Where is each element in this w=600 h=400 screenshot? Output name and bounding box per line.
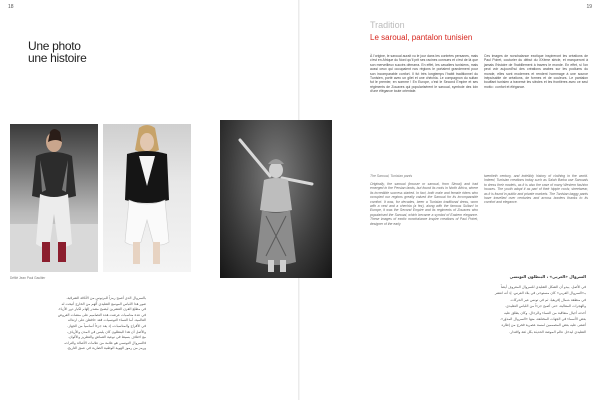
title-line-1: Une photo	[28, 39, 81, 53]
section-title: Le saroual, pantalon tunisien	[370, 33, 473, 42]
arabic-line: في عدة مناسبات عرضت هذه التصاميم على منصات العروض	[57, 312, 146, 317]
arabic-line: التقليدي ليدخل عالم الموضة الحديثة بكل ثقة واقتدار.	[509, 329, 586, 334]
arabic-line: ورمز من رموز الهوية الوطنية الضاربة في عمق التاريخ.	[66, 346, 146, 351]
arabic-line: في مطلع القرن العشرين ليصبح مصدر إلهام لكبار دور الأزياء.	[57, 307, 146, 312]
arabic-line: بـ«السروال العربي» كان مستوحى في بلاد الفرس. إذ أنه انتشر	[494, 291, 586, 296]
english-column-2: twentieth century, and indelibly history of clothing in the world. Indeed, Tunisian creations today such as Salah Barka use Sarouals to dress their models, as it is also the case of many Western fashion houses. The youth adopt it as part of their hippie cools; streetwear, as it is found in public and private markets. The Tunisian baggy pants have travelled over centuries and across borders thanks to its comfort and elegance.	[484, 174, 588, 205]
arabic-line: بالسروال الذي أصبح رمزاً للبرنوس من الأناقة الشرقية.	[66, 296, 146, 300]
arabic-line: في الأصل، يبدو أن الشكل التقليدي للسروال المعروف أيضاً	[500, 285, 586, 289]
page-number-right: 19	[586, 4, 592, 10]
arabic-line: في منطقة شمال إفريقيا، ثم في تونس عبر الحركات	[510, 297, 586, 302]
arabic-line: أضفى عليه بعض المصممين لمسة عصرية فخرج من إطاره	[501, 323, 586, 328]
arabic-heading: السروال «العربي» ، البنطلون التونسي	[509, 274, 586, 279]
arabic-line: العالمية. أما النساء التونسيات فقد حافظن على ارتدائه	[67, 318, 146, 323]
arabic-line: صور هذا اللباس الموسع التقليدي أُلهم من الخارج أتيحت له	[61, 301, 146, 306]
runway-figure-2	[103, 124, 191, 272]
arabic-column-2	[14, 296, 146, 352]
french-column-1: À l'origine, le saroual aurait vu le jour dans les contrées persanes, mais c'est en Afrique du Nord qu'il prit ses racines connues et c'est de là que son merveilleux succès démarra. En effet, les cavaliers tunisiens, mais aussi ceux qui occupaient nos régions le portaient grandement pour son incomparable confort. Il fut très longtemps l'habit traditionnel du Tunisien, porté avec un gilet et une chéchia. Le compagnon du sultan fut le premier, en somme ! En Europe, c'est le Second Empire et ses régiments de Zouaves qui popularisèrent le saroual, symbole des loin d'une élégance toute orientale.	[370, 54, 478, 94]
page-number-left: 18	[8, 4, 14, 10]
arabic-line: مع اختلاف بسيط في نوعية القماش والتطريز والألوان.	[67, 335, 146, 340]
right-page	[300, 0, 600, 400]
english-heading: The Saroual, Tunisian pants	[370, 174, 413, 178]
english-column-1: Originally, the saroual (trouser or saroual, from Sirwal) and had emerged in the Persian lands, but found its roots in North Africa, where its incredible success started. In fact, both male and female riders who occupied our regions greatly valued the Saroual for its incomparable comfort. It was, for decades, been a Tunisian traditional dress, worn with a vest and a chechia (a fez), along with the famous Sultan! In Europe, it was the Second Empire and its regiments of Zouaves who popularised the Saroual, which became a symbol of Eastern elegance. These images of exotic nonchalance inspire creations of Paul Poiret, designer of the early	[370, 182, 478, 226]
arabic-line: والهجرات المتتالية، حتى أصبح جزءاً من اللباس التقليدي.	[505, 304, 586, 309]
page-title	[28, 40, 86, 64]
dancer-figure	[220, 120, 332, 278]
arabic-line: والأصل أن هذا البنطلون كان يلبس في المدن والأرياف،	[66, 329, 146, 334]
title-line-2: une histoire	[28, 51, 87, 65]
arabic-line: فالسروال التونسي هو علامة من علامات الأصالة والتراث،	[63, 340, 146, 345]
arabic-line: بعض الأسماء في الجهات المختلفة، منها «السروال المدوّر».	[499, 317, 586, 322]
section-label: Tradition	[370, 20, 405, 30]
runway-photo-2	[103, 124, 191, 272]
arabic-line: أخذته أجيال متعاقبة من النساء والرجال، وكان يطلق عليه	[504, 310, 586, 315]
photo-caption: Défilé Jean Paul Gaultier	[10, 276, 46, 280]
arabic-line: في الأفراح والمناسبات، إذ يعد جزءاً أساسياً من الجهاز.	[67, 323, 146, 328]
runway-photo-1	[10, 124, 98, 272]
vintage-dancer-photo	[220, 120, 332, 278]
runway-figure-1	[10, 124, 98, 272]
arabic-column-1	[450, 284, 586, 335]
french-column-2: Ces images de nonchalance exotique inspireront les créations de Paul Poiret, couturier du début du XXème siècle, et marqueront à jamais l'histoire de l'habillement à travers le monde. En effet, si l'on peut voir aujourd'hui des créations arabes sur les podiums du monde, elles sont modernes et rendent hommage à une source inépuisable de créations, de formes et de couleurs. Le pantalon bouffant tunisien a traversé les siècles et les frontières avec ce seul motto : confort et élégance.	[484, 54, 588, 89]
